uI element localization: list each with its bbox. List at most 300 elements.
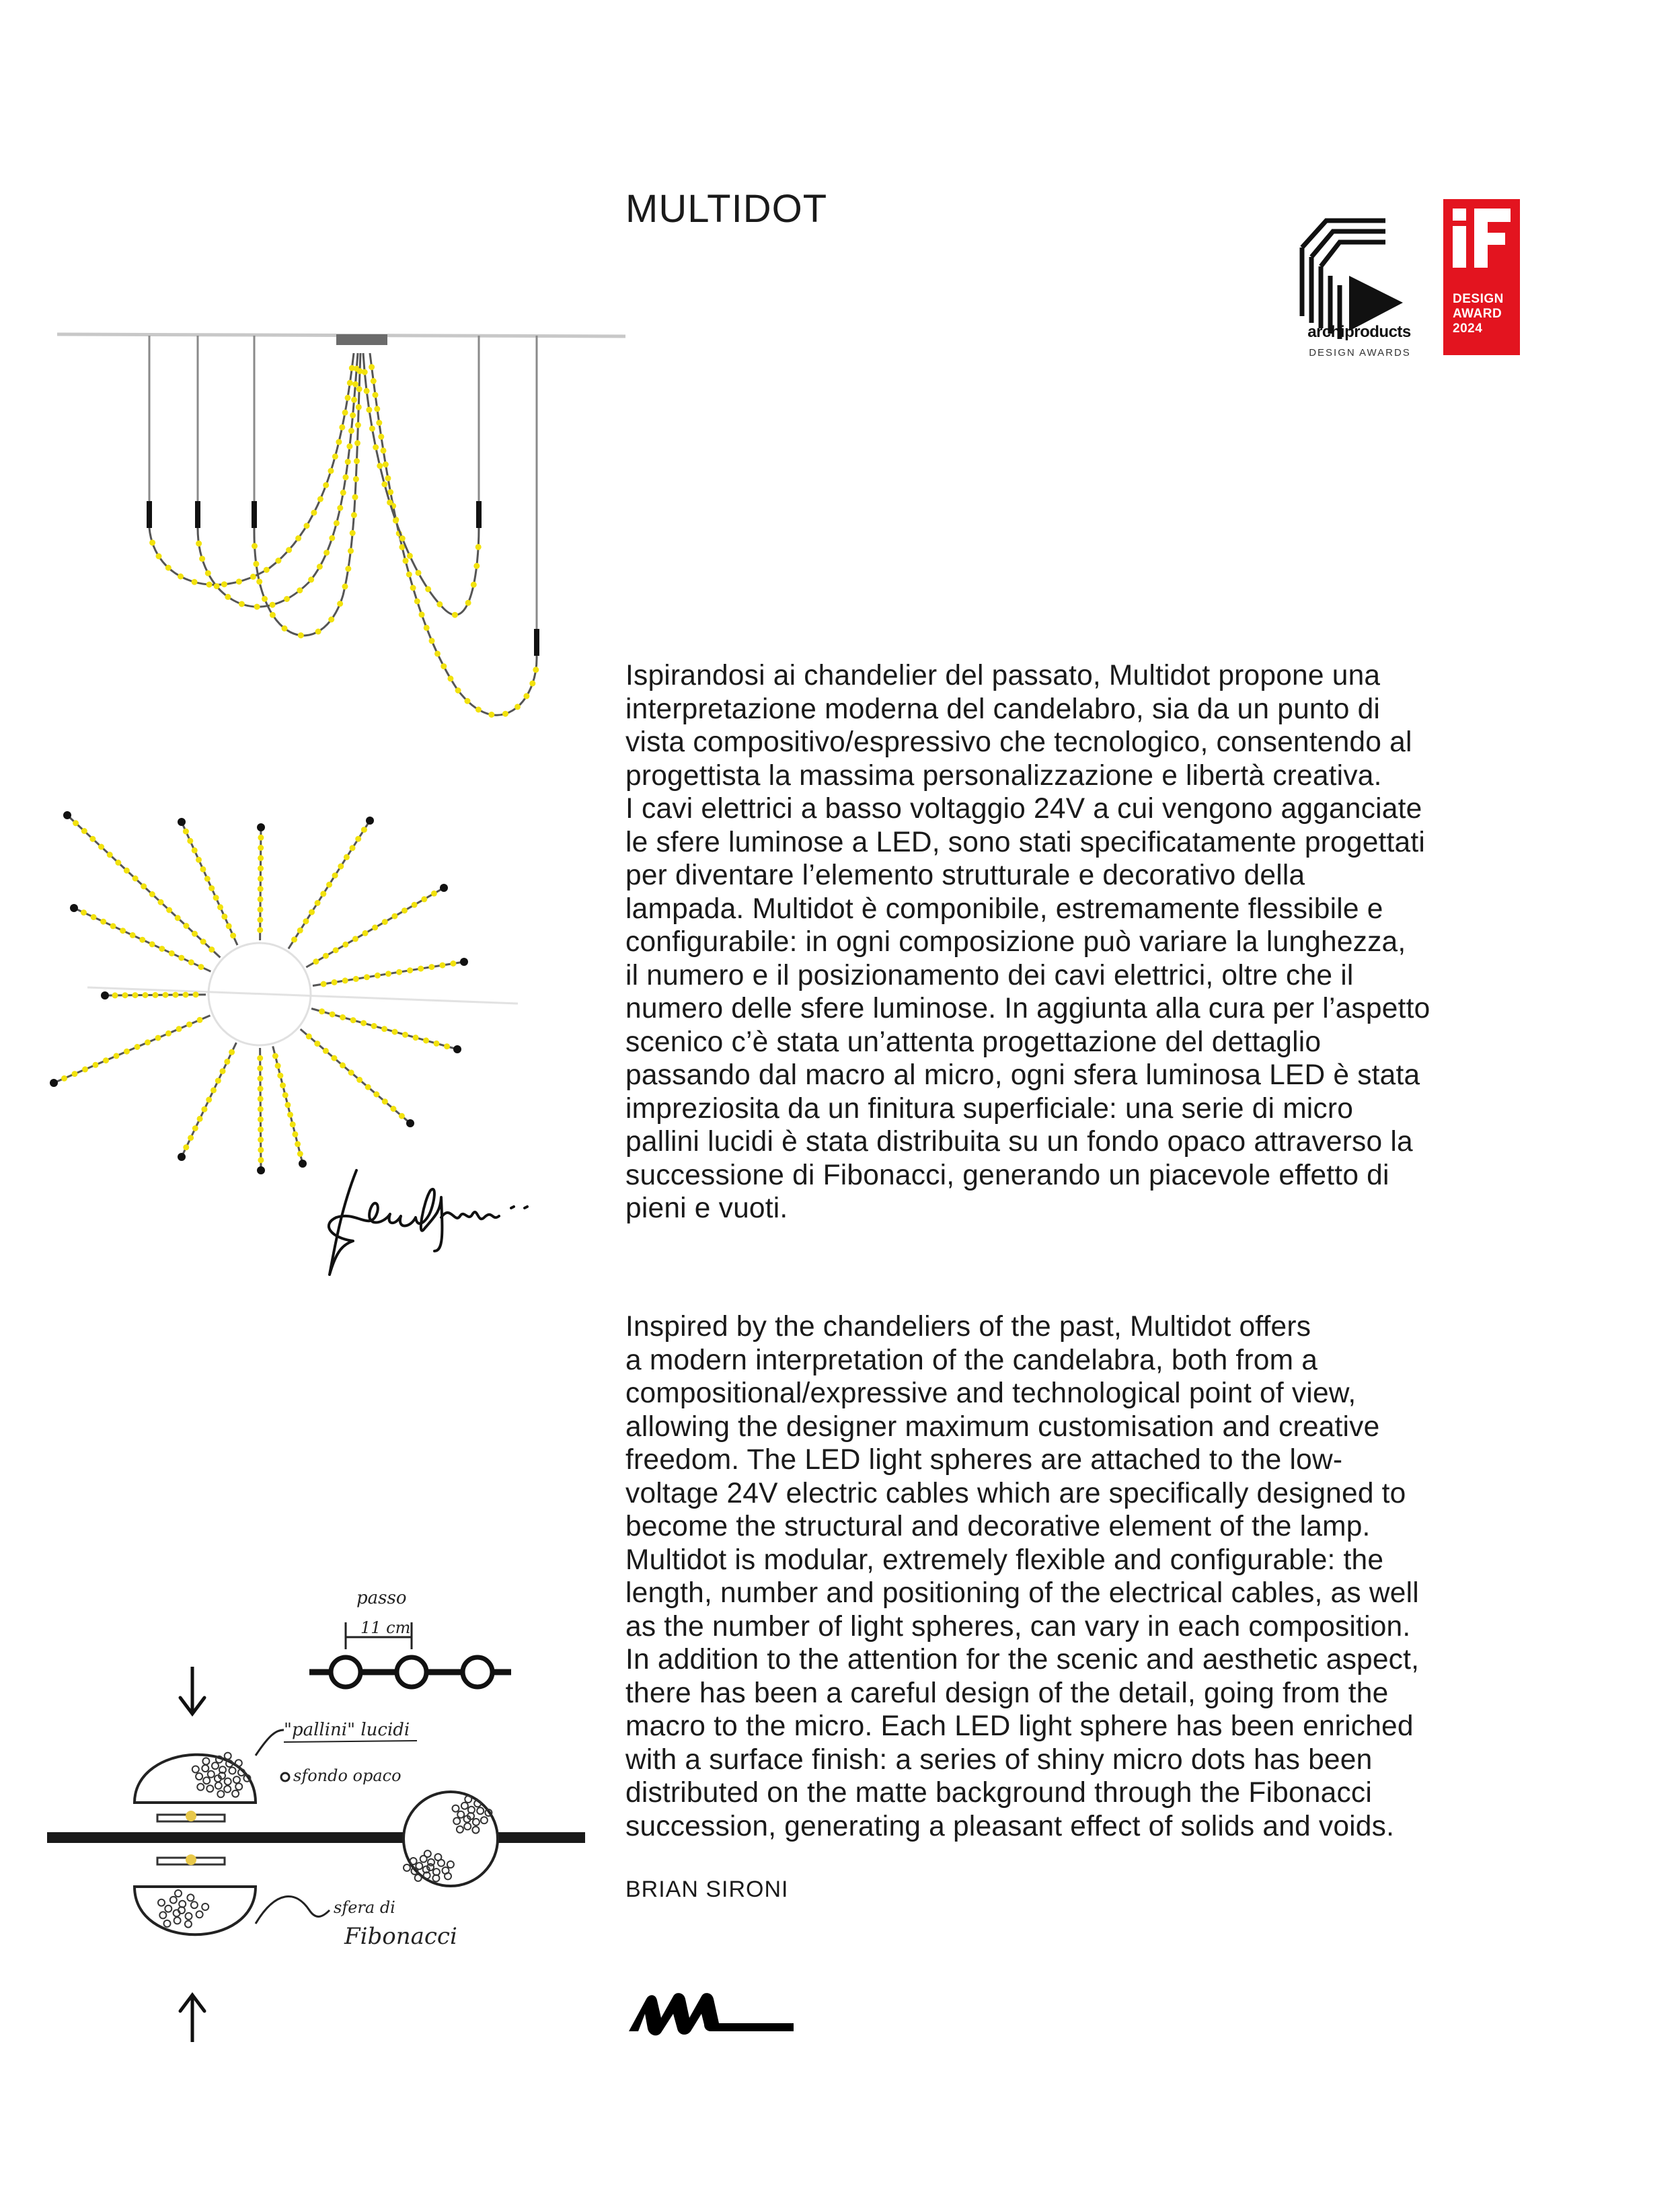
- led-dot: [452, 612, 458, 618]
- led-dot: [186, 1022, 192, 1028]
- led-dot: [342, 410, 348, 416]
- led-dot: [149, 941, 155, 947]
- led-dot: [393, 518, 399, 524]
- led-dot: [369, 364, 375, 370]
- led-dot: [351, 512, 357, 518]
- led-dot: [332, 453, 338, 459]
- led-dot: [348, 1069, 354, 1076]
- cable-end-dot: [63, 811, 71, 819]
- description-italian: [625, 659, 1547, 1225]
- led-dot: [342, 584, 348, 590]
- sphere-detail-sketch: [40, 1574, 605, 2045]
- led-dot: [323, 482, 329, 488]
- text-line: il numero e il posizionamento dei cavi elettrici, oltre che il: [625, 959, 1354, 991]
- led-dot: [188, 959, 194, 965]
- led-dot: [258, 1157, 264, 1163]
- led-dot: [347, 380, 353, 386]
- led-dot: [429, 638, 435, 644]
- led-dot: [423, 1038, 429, 1044]
- led-dot: [371, 378, 377, 384]
- led-dot: [258, 866, 264, 872]
- led-dot: [258, 1076, 264, 1082]
- led-dot: [254, 604, 260, 610]
- text-line: become the structural and decorative element of the lamp.: [625, 1511, 1371, 1542]
- cable-end-dot: [101, 991, 109, 999]
- led-dot: [352, 936, 358, 942]
- if-logo-icon: [1449, 206, 1515, 272]
- text-line: with a surface finish: a series of shiny micro dots has been: [625, 1743, 1373, 1776]
- led-dot: [523, 693, 529, 699]
- led-dot: [502, 711, 508, 717]
- led-dot: [159, 946, 165, 952]
- led-dot: [332, 872, 338, 878]
- led-dot: [434, 650, 441, 656]
- brand-logo: [622, 1984, 800, 2038]
- text-line: distributed on the matte background through the Fibonacci: [625, 1777, 1373, 1809]
- led-dot: [353, 976, 359, 982]
- led-dot: [309, 909, 315, 915]
- led-dot: [364, 974, 370, 980]
- led-dot: [339, 424, 345, 430]
- micro-dot: [404, 1864, 410, 1871]
- led-dot: [366, 407, 372, 413]
- led-dot: [215, 1078, 221, 1084]
- led-dot: [342, 942, 348, 948]
- led-dot: [455, 687, 461, 693]
- led-dot: [350, 412, 356, 418]
- led-dot: [345, 566, 351, 572]
- led-dot: [385, 971, 391, 977]
- led-dot: [124, 868, 130, 874]
- text-line: successione di Fibonacci, generando un piacevole effetto di: [625, 1159, 1389, 1191]
- text-line: progettista la massima personalizzazione e libertà creativa.: [625, 759, 1382, 792]
- cable-end-dot: [299, 1160, 307, 1168]
- led-dot: [257, 917, 263, 923]
- led-dot: [199, 556, 205, 562]
- led-dot: [355, 422, 361, 428]
- led-dot: [204, 876, 211, 882]
- led-dot: [351, 397, 357, 403]
- led-dot: [198, 964, 204, 970]
- led-dot: [336, 439, 342, 445]
- text-line: pieni e vuoti.: [625, 1193, 788, 1224]
- led-dot: [419, 611, 425, 617]
- led-dot: [372, 925, 378, 931]
- note-sfondo-opaco: sfondo opaco: [293, 1766, 402, 1785]
- note-spacing: 11 cm: [360, 1618, 411, 1637]
- led-dot: [331, 1055, 337, 1061]
- led-dot: [284, 1102, 291, 1108]
- led-dot: [338, 864, 344, 870]
- led-dot: [73, 820, 79, 826]
- led-dot: [396, 969, 402, 975]
- led-dot: [239, 601, 245, 607]
- text-line: macro to the micro. Each LED light sphere has been enriched: [625, 1710, 1414, 1742]
- led-dot: [297, 587, 303, 593]
- led-dot: [258, 1147, 264, 1153]
- description-english: [625, 1310, 1547, 1843]
- led-dot: [110, 923, 116, 929]
- led-dot: [112, 992, 118, 998]
- led-dot: [319, 1008, 325, 1014]
- text-line: I cavi elettrici a basso voltaggio 24V a cui vengono agganciate: [625, 793, 1422, 825]
- led-dot: [221, 913, 227, 919]
- led-dot: [258, 886, 264, 892]
- led-dot: [337, 505, 343, 511]
- cable-line: [260, 827, 261, 940]
- led-dot: [303, 918, 309, 924]
- led-dot: [418, 966, 424, 972]
- led-dot: [221, 581, 227, 587]
- led-dot: [514, 704, 521, 710]
- led-dot: [374, 406, 380, 412]
- led-dot: [475, 707, 482, 713]
- led-dot: [100, 919, 106, 925]
- text-line: In addition to the attention for the scenic and aesthetic aspect,: [625, 1644, 1420, 1675]
- note-sfera-di: sfera di: [334, 1898, 395, 1917]
- led-dot: [329, 535, 335, 541]
- led-dot: [354, 458, 360, 464]
- led-dot: [328, 617, 334, 623]
- led-dot: [275, 1063, 281, 1069]
- text-line: configurabile: in ogni composizione può variare la lunghezza,: [625, 926, 1406, 958]
- led-dot: [187, 838, 193, 844]
- text-line: lampada. Multidot è componibile, estremamente flessibile e: [625, 893, 1383, 925]
- led-dot: [183, 1144, 189, 1150]
- text-line: scenico c’è stata un’attenta progettazione del dettaglio: [625, 1026, 1322, 1058]
- led-dot: [130, 932, 136, 938]
- led-dot: [315, 900, 321, 906]
- led-dot: [236, 578, 242, 584]
- led-dot: [355, 836, 361, 842]
- led-dot: [188, 1135, 194, 1141]
- micro-dot: [235, 1760, 242, 1766]
- led-dot: [258, 907, 264, 913]
- cable-end-dot: [257, 1166, 265, 1174]
- led-dot: [252, 543, 258, 549]
- led-dot: [298, 632, 304, 638]
- led-dot: [183, 829, 189, 835]
- led-dot: [306, 1033, 312, 1039]
- text-line: per diventare l’elemento strutturale e decorativo della: [625, 860, 1305, 891]
- led-dot: [344, 854, 350, 860]
- micro-dot: [225, 1753, 231, 1760]
- led-dot: [292, 1131, 298, 1137]
- cable-line: [363, 353, 479, 615]
- led-dot: [375, 973, 381, 979]
- if-award-line-2: AWARD: [1453, 307, 1502, 321]
- led-dot: [441, 663, 447, 669]
- led-dot: [382, 1098, 388, 1104]
- led-dot: [332, 979, 338, 985]
- led-dot: [321, 981, 327, 987]
- text-line: allowing the designer maximum customisation and creative: [625, 1410, 1380, 1443]
- led-dot: [308, 576, 314, 582]
- led-dot: [192, 931, 198, 937]
- text-line: voltage 24V electric cables which are specifically designed to: [625, 1477, 1406, 1509]
- led-dot: [258, 845, 264, 851]
- led-dot: [230, 933, 236, 939]
- led-dot: [82, 1066, 88, 1072]
- led-dot: [250, 574, 256, 580]
- led-dot: [193, 991, 199, 997]
- archiproducts-name: archiproducts: [1307, 323, 1411, 341]
- led-dot: [320, 891, 326, 897]
- led-dot: [390, 1106, 396, 1112]
- led-dot: [149, 891, 155, 897]
- led-dot: [61, 1076, 67, 1082]
- led-dot: [272, 1053, 278, 1059]
- led-dot: [371, 1023, 377, 1029]
- cable-end-dot: [50, 1079, 58, 1087]
- led-dot: [340, 1062, 346, 1068]
- led-dot: [284, 596, 290, 602]
- led-dot: [166, 907, 172, 913]
- text-line: as the number of light spheres, can vary in each composition.: [625, 1610, 1411, 1643]
- text-line: a modern interpretation of the candelabra, both from a: [625, 1344, 1318, 1376]
- led-dot: [149, 539, 155, 545]
- led-dot: [258, 1137, 264, 1143]
- led-dot: [362, 930, 369, 936]
- led-dot: [153, 992, 159, 998]
- led-dot: [286, 547, 292, 553]
- text-line: freedom. The LED light spheres are attached to the low-: [625, 1444, 1343, 1476]
- led-dot: [424, 625, 430, 631]
- led-dot: [201, 1106, 207, 1112]
- led-dot: [383, 461, 389, 467]
- led-dot: [258, 1096, 264, 1102]
- led-dot: [220, 1068, 226, 1074]
- led-dot: [192, 1125, 198, 1131]
- led-dot: [229, 1049, 235, 1055]
- led-dot: [282, 626, 288, 632]
- text-line: passando dal macro al micro, ogni sfera luminosa LED è stata: [625, 1059, 1420, 1091]
- led-dot: [270, 612, 276, 618]
- led-dot: [361, 827, 367, 833]
- led-dot: [156, 554, 162, 560]
- led-dot: [214, 583, 220, 589]
- top-view-sketch: [47, 807, 531, 1184]
- led-dot: [360, 1020, 367, 1026]
- led-dot: [197, 1017, 203, 1023]
- text-line: pallini lucidi è stata distribuita su un fondo opaco attraverso la: [625, 1126, 1413, 1158]
- led-dot: [323, 953, 329, 959]
- led-dot: [277, 1073, 283, 1079]
- led-dot: [471, 582, 477, 588]
- led-dot: [352, 494, 358, 500]
- text-line: le sfere luminose a LED, sono stati specificatamente progettati: [625, 826, 1426, 858]
- led-dot: [343, 474, 349, 480]
- led-dot: [387, 500, 393, 506]
- led-dot: [253, 561, 259, 567]
- led-dot: [258, 1106, 264, 1112]
- led-dot: [425, 586, 431, 592]
- led-dot: [115, 860, 121, 866]
- led-dot: [91, 914, 97, 920]
- led-dot: [258, 1127, 264, 1133]
- led-dot: [439, 963, 445, 969]
- led-dot: [350, 530, 356, 536]
- cable-end-dot: [460, 958, 468, 966]
- led-dot: [428, 964, 434, 970]
- led-dot: [165, 1030, 171, 1036]
- led-dot: [275, 558, 281, 564]
- archiproducts-subtitle: DESIGN AWARDS: [1309, 347, 1411, 359]
- led-dot: [124, 1049, 130, 1055]
- page-title: MULTIDOT: [625, 187, 828, 231]
- led-dot: [323, 1048, 329, 1054]
- led-dot: [373, 392, 379, 398]
- led-dot: [362, 369, 368, 375]
- led-dot: [412, 902, 418, 908]
- led-dot: [258, 1086, 264, 1092]
- text-line: compositional/expressive and technological point of view,: [625, 1378, 1357, 1409]
- led-dot: [141, 883, 147, 889]
- led-dot: [98, 844, 104, 850]
- led-dot: [475, 544, 482, 550]
- if-design-award-badge: [1443, 199, 1520, 355]
- led-dot: [258, 835, 264, 841]
- led-dot: [183, 923, 189, 929]
- led-dot: [414, 599, 420, 605]
- text-line: vista compositivo/espressivo che tecnologico, consentendo al: [625, 726, 1412, 758]
- cable-end-dot: [406, 1119, 414, 1127]
- led-dot: [402, 1032, 408, 1038]
- led-dot: [385, 476, 391, 482]
- led-dot: [399, 1113, 405, 1119]
- led-dot: [178, 955, 184, 961]
- led-dot: [529, 681, 535, 687]
- led-dot: [258, 855, 264, 861]
- led-dot: [81, 909, 87, 915]
- led-dot: [262, 596, 268, 602]
- led-dot: [348, 548, 354, 554]
- led-dot: [192, 847, 198, 854]
- led-dot: [373, 1092, 379, 1098]
- led-dot: [406, 572, 412, 578]
- led-dot: [213, 895, 219, 901]
- note-fibonacci: Fibonacci: [344, 1923, 457, 1950]
- text-line: numero delle sfere luminose. In aggiunta alla cura per l’aspetto: [625, 993, 1430, 1024]
- led-dot: [403, 558, 409, 564]
- led-dot: [378, 434, 384, 440]
- led-dot: [450, 960, 456, 967]
- led-dot: [340, 1014, 346, 1020]
- led-dot: [410, 585, 416, 591]
- led-dot: [89, 836, 96, 842]
- led-dot: [345, 395, 351, 401]
- led-dot: [192, 579, 198, 585]
- led-dot: [356, 404, 362, 410]
- led-dot: [376, 420, 382, 426]
- led-dot: [206, 1097, 212, 1103]
- note-pallini-lucidi: "pallini" lucidi: [284, 1720, 410, 1740]
- if-award-line-1: DESIGN: [1453, 292, 1504, 306]
- micro-dot: [415, 1875, 422, 1881]
- led-dot: [211, 1087, 217, 1093]
- led-dot: [122, 992, 128, 998]
- text-line: succession, generating a pleasant effect of solids and voids.: [625, 1810, 1395, 1842]
- led-dot: [328, 468, 334, 474]
- text-line: Ispirandosi ai chandelier del passato, Multidot propone una: [625, 660, 1381, 691]
- led-dot: [282, 1092, 289, 1098]
- led-dot: [434, 1041, 440, 1047]
- led-dot: [165, 565, 171, 571]
- led-dot: [473, 563, 480, 569]
- cable-line: [149, 353, 354, 584]
- led-dot: [444, 1043, 450, 1049]
- led-dot: [311, 510, 317, 516]
- led-dot: [264, 567, 270, 573]
- text-line: Multidot is modular, extremely flexible and configurable: the: [625, 1544, 1384, 1576]
- led-dot: [340, 490, 346, 496]
- led-dot: [173, 992, 179, 998]
- led-dot: [280, 1082, 286, 1088]
- led-dot: [317, 496, 323, 502]
- led-dot: [206, 582, 213, 588]
- led-dot: [287, 1112, 293, 1118]
- led-dot: [407, 967, 413, 973]
- led-dot: [465, 698, 471, 704]
- led-dot: [224, 1059, 230, 1065]
- led-dot: [297, 928, 303, 934]
- text-line: there has been a careful design of the detail, going from the: [625, 1677, 1389, 1709]
- led-dot: [330, 1012, 336, 1018]
- led-dot: [352, 381, 358, 387]
- led-dot: [315, 629, 321, 635]
- led-dot: [317, 564, 323, 570]
- led-dot: [258, 876, 264, 882]
- led-dot: [295, 535, 301, 541]
- led-dot: [421, 896, 427, 902]
- led-dot: [200, 939, 206, 945]
- led-dot: [346, 443, 352, 449]
- cable-end-dot: [70, 904, 78, 912]
- led-dot: [297, 1151, 303, 1157]
- led-dot: [143, 992, 149, 998]
- led-dot: [270, 602, 276, 608]
- led-dot: [291, 936, 297, 942]
- cable-end-dot: [178, 818, 186, 826]
- led-dot: [333, 947, 339, 953]
- led-dot: [323, 550, 330, 556]
- note-passo: passo: [356, 1588, 407, 1608]
- led-dot: [399, 535, 406, 541]
- led-dot: [256, 578, 262, 584]
- led-dot: [382, 919, 388, 925]
- text-line: Inspired by the chandeliers of the past, Multidot offers: [625, 1311, 1311, 1343]
- led-dot: [257, 1055, 263, 1061]
- designer-signature: [316, 1150, 545, 1285]
- led-dot: [354, 440, 360, 446]
- led-dot: [139, 937, 145, 943]
- led-dot: [381, 447, 387, 453]
- led-dot: [226, 923, 232, 929]
- led-dot: [295, 1141, 301, 1147]
- led-dot: [304, 523, 310, 529]
- led-dot: [183, 992, 189, 998]
- cable-line: [370, 353, 537, 715]
- cable-end-dot: [178, 1153, 186, 1161]
- led-dot: [196, 541, 202, 547]
- led-dot: [314, 1041, 320, 1047]
- chandelier-sketch: [54, 326, 632, 824]
- led-dot: [290, 1121, 296, 1127]
- led-dot: [135, 1044, 141, 1050]
- led-dot: [533, 667, 539, 673]
- led-dot: [334, 520, 340, 526]
- led-dot: [200, 866, 206, 872]
